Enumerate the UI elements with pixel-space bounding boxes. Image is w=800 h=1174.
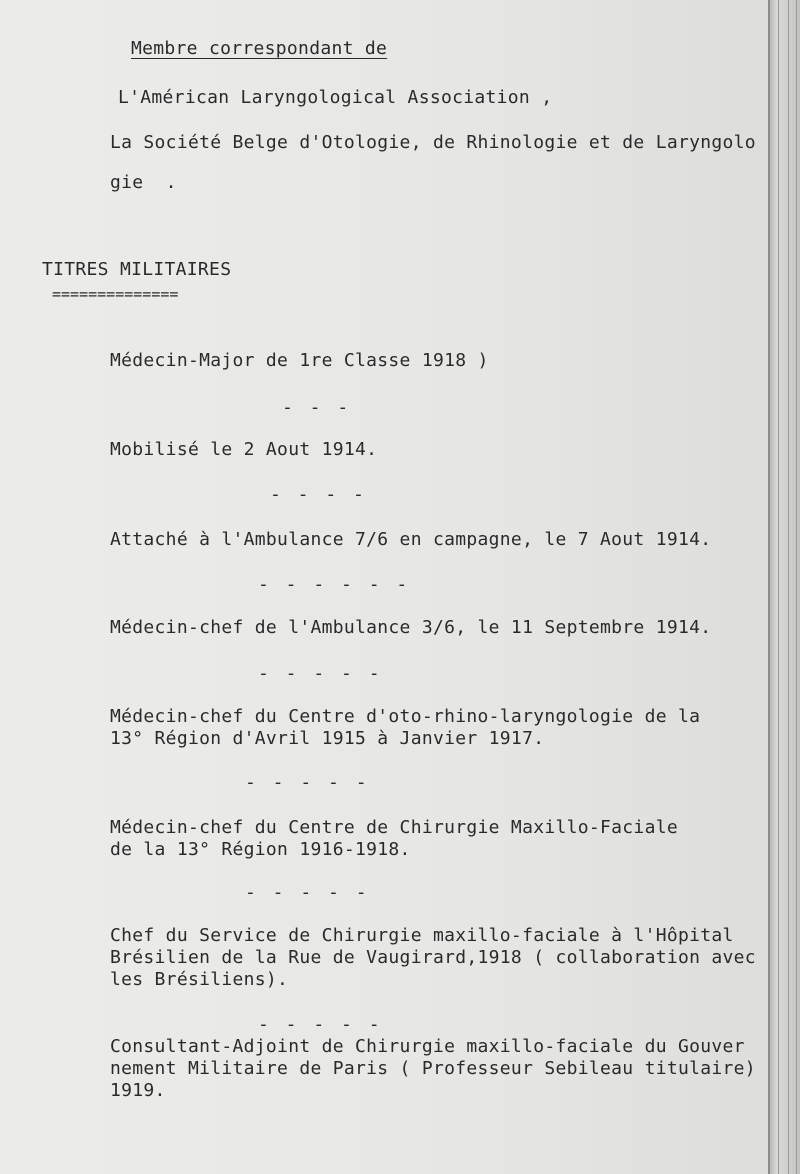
entry-line: Médecin-chef de l'Ambulance 3/6, le 11 Septembre 1914.: [110, 617, 712, 638]
entry-line: 1919.: [110, 1080, 166, 1101]
entry-line: Attaché à l'Ambulance 7/6 en campagne, le 7 Aout 1914.: [110, 529, 712, 550]
entry-line: de la 13° Région 1916-1918.: [110, 839, 411, 860]
header-line-1: L'Américan Laryngological Association ,: [118, 87, 553, 108]
entry-line: Brésilien de la Rue de Vaugirard,1918 ( collaboration avec: [110, 947, 756, 968]
entry-line: Médecin-chef du Centre d'oto-rhino-laryngologie de la: [110, 706, 701, 727]
membre-title: Membre correspondant de: [131, 38, 388, 59]
separator: - - - - -: [245, 882, 370, 903]
header-line-3: gie .: [110, 172, 177, 193]
entry-line: Mobilisé le 2 Aout 1914.: [110, 439, 378, 460]
separator: - - - - -: [245, 772, 370, 793]
separator: - - - - -: [258, 1014, 383, 1035]
separator: - - - -: [270, 484, 367, 505]
separator: - - - - -: [258, 663, 383, 684]
separator: - - -: [282, 397, 352, 418]
entry-line: Chef du Service de Chirurgie maxillo-faciale à l'Hôpital: [110, 925, 734, 946]
header-line-2: La Société Belge d'Otologie, de Rhinologie et de Laryngolo: [110, 132, 756, 153]
entry-line: Médecin-chef du Centre de Chirurgie Maxillo-Faciale: [110, 817, 678, 838]
entry-line: les Brésiliens).: [110, 969, 289, 990]
entry-line: 13° Région d'Avril 1915 à Janvier 1917.: [110, 728, 545, 749]
separator: - - - - - -: [258, 574, 411, 595]
section-underline: ==============: [52, 285, 179, 303]
section-title: TITRES MILITAIRES: [42, 259, 232, 280]
entry-line: Médecin-Major de 1re Classe 1918 ): [110, 350, 489, 371]
entry-line: nement Militaire de Paris ( Professeur Sebileau titulaire): [110, 1058, 756, 1079]
entry-line: Consultant-Adjoint de Chirurgie maxillo-faciale du Gouver: [110, 1036, 745, 1057]
page-edge: [768, 0, 800, 1174]
